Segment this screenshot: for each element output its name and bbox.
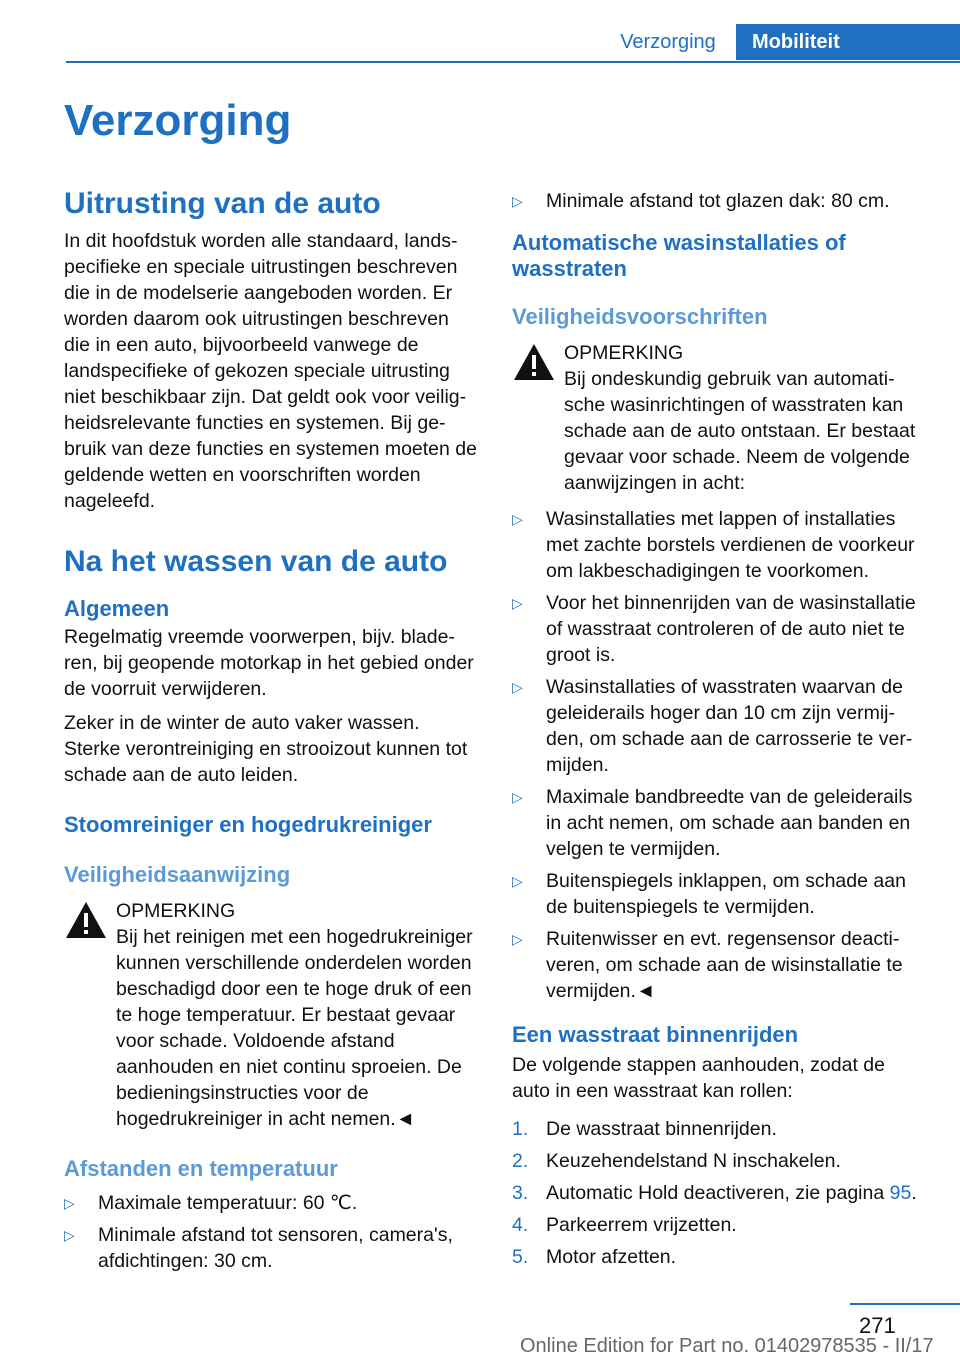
subsection-title-afstanden: Afstanden en temperatuur (64, 1156, 338, 1181)
section-title-wasstraat-binnenrijden: Een wasstraat binnenrijden (512, 1022, 799, 1047)
list-item (512, 1244, 926, 1270)
warning-block (64, 898, 478, 924)
numbered-steps (512, 1116, 926, 1270)
footer-edition: Online Edition for Part no. 01402978535 - II/17 (520, 1335, 934, 1357)
step-number: 1. (512, 1118, 529, 1140)
triangle-bullet-icon: ▷ (512, 679, 523, 695)
list-item-text: Maximale temperatuur: 60 ℃. (98, 1192, 358, 1214)
step-number: 5. (512, 1246, 529, 1268)
footer-divider (850, 1303, 960, 1305)
triangle-bullet-icon: ▷ (512, 511, 523, 527)
subsection-title-stoomreiniger: Stoomreiniger en hogedrukreiniger (64, 812, 432, 837)
list-item (512, 784, 926, 862)
warning-icon (64, 900, 108, 940)
list-item-text: Voor het binnenrijden van de wasinstallatie of wasstraat controleren of de auto niet te groot is. (546, 592, 916, 666)
step-text: Automatic Hold deactiveren, zie pagina (546, 1182, 890, 1204)
list-item-text: Ruitenwisser en evt. regensensor deactiveren, om schade aan de wisinstallatie te vermijden.◄ (546, 928, 903, 1002)
page-title: Verzorging (64, 96, 292, 145)
paragraph-algemeen-2: Zeker in de winter de auto vaker wassen. Sterke verontreiniging en strooizout kunnen tot schade aan de auto leiden. (64, 712, 468, 786)
section-title-uitrusting: Uitrusting van de auto (64, 187, 381, 220)
step-text-end: . (911, 1182, 917, 1204)
list-item-text: Buitenspiegels inklappen, om schade aan de buitenspiegels te vermijden. (546, 870, 906, 918)
tab-mobiliteit[interactable]: Mobiliteit (736, 24, 960, 60)
list-item (512, 1212, 926, 1238)
list-item-text: Minimale afstand tot glazen dak: 80 cm. (546, 190, 890, 212)
bullet-list-afstanden (64, 1190, 478, 1274)
section-title-na-het-wassen: Na het wassen van de auto (64, 545, 448, 578)
tab-verzorging[interactable]: Verzorging (600, 24, 736, 60)
warning-text: Bij ondeskundig gebruik van automatische wasinrichtingen of wasstraten kan schade aan de auto ontstaan. Er bestaat gevaar voor schade. Neem de volgende aanwijzingen in acht: (564, 368, 916, 494)
section-title-wasinstallaties: Automatische wasinstallaties of wasstraten (512, 230, 846, 281)
header-divider (66, 61, 960, 63)
list-item (512, 926, 926, 1004)
step-number: 3. (512, 1182, 529, 1204)
triangle-bullet-icon: ▷ (512, 595, 523, 611)
warning-text: Bij het reinigen met een hogedrukreiniger kunnen verschillende onderdelen worden beschadigd door een te hoge druk of een te hoge temperatuur. Er bestaat gevaar voor schade. Voldoende afstand aanhouden en niet continu sproeien. De bedieningsinstructies voor de hogedrukreiniger in acht nemen.◄ (116, 926, 473, 1130)
list-item-text: Wasinstallaties of wasstraten waarvan de geleiderails hoger dan 10 cm zijn vermijden, om schade aan de carrosserie te vermijden. (546, 676, 913, 776)
step-text: Keuzehendelstand N inschakelen. (546, 1150, 841, 1172)
list-item (512, 674, 926, 778)
triangle-bullet-icon: ▷ (512, 873, 523, 889)
list-item (512, 1116, 926, 1142)
triangle-bullet-icon: ▷ (512, 193, 523, 209)
triangle-bullet-icon: ▷ (64, 1227, 75, 1243)
list-item (512, 1148, 926, 1174)
triangle-bullet-icon: ▷ (512, 931, 523, 947)
list-item-text: Wasinstallaties met lappen of installaties met zachte borstels verdienen de voorkeur om lakbeschadigingen te voorkomen. (546, 508, 915, 582)
list-item (512, 506, 926, 584)
step-number: 4. (512, 1214, 529, 1236)
paragraph-wasstraat: De volgende stappen aanhouden, zodat de auto in een wasstraat kan rollen: (512, 1054, 885, 1102)
step-text: Motor afzetten. (546, 1246, 677, 1268)
right-column (512, 180, 926, 1276)
list-item-text: Maximale bandbreedte van de geleiderails in acht nemen, om schade aan banden en velgen te vermijden. (546, 786, 913, 860)
page-reference-link[interactable]: 95 (889, 1182, 912, 1204)
triangle-bullet-icon: ▷ (512, 789, 523, 805)
list-item (64, 1222, 478, 1274)
subsection-title-veiligheidsaanwijzing: Veiligheidsaanwijzing (64, 862, 291, 887)
list-item (512, 868, 926, 920)
paragraph-uitrusting: In dit hoofdstuk worden alle standaard, landspecifieke en speciale uitrustingen beschreven die in de modelserie aangeboden worden. Er worden daarom ook uitrustingen beschreven die in een auto, bijvoorbeeld vanwege de landspecifieke of gekozen speciale uitrusting niet beschikbaar zijn. Dat geldt ook voor veiligheidsrelevante functies en systemen. Bij gebruik van deze functies en systemen moeten de geldende wetten en voorschriften worden nageleefd. (64, 230, 477, 512)
step-text: Parkeerrem vrijzetten. (546, 1214, 737, 1236)
list-item (512, 1180, 926, 1206)
left-column (64, 180, 478, 1280)
step-text: De wasstraat binnenrijden. (546, 1118, 777, 1140)
list-item-text: Minimale afstand tot sensoren, camera's, afdichtingen: 30 cm. (98, 1224, 453, 1272)
list-item (64, 1190, 478, 1216)
subsection-title-veiligheidsvoorschriften: Veiligheidsvoorschriften (512, 304, 768, 329)
triangle-bullet-icon: ▷ (64, 1195, 75, 1211)
warning-label: OPMERKING (116, 900, 236, 922)
step-number: 2. (512, 1150, 529, 1172)
list-item (512, 590, 926, 668)
warning-label: OPMERKING (564, 342, 684, 364)
bullet-list-wasinstallaties (512, 506, 926, 1004)
paragraph-algemeen-1: Regelmatig vreemde voorwerpen, bijv. bladeren, bij geopende motorkap in het gebied onder de voorruit verwijderen. (64, 626, 474, 700)
subsection-title-algemeen: Algemeen (64, 596, 170, 621)
bullet-list-top (512, 188, 926, 214)
warning-icon (512, 342, 556, 382)
warning-block (512, 340, 926, 366)
list-item (512, 188, 926, 214)
page-number: 271 (859, 1313, 896, 1338)
